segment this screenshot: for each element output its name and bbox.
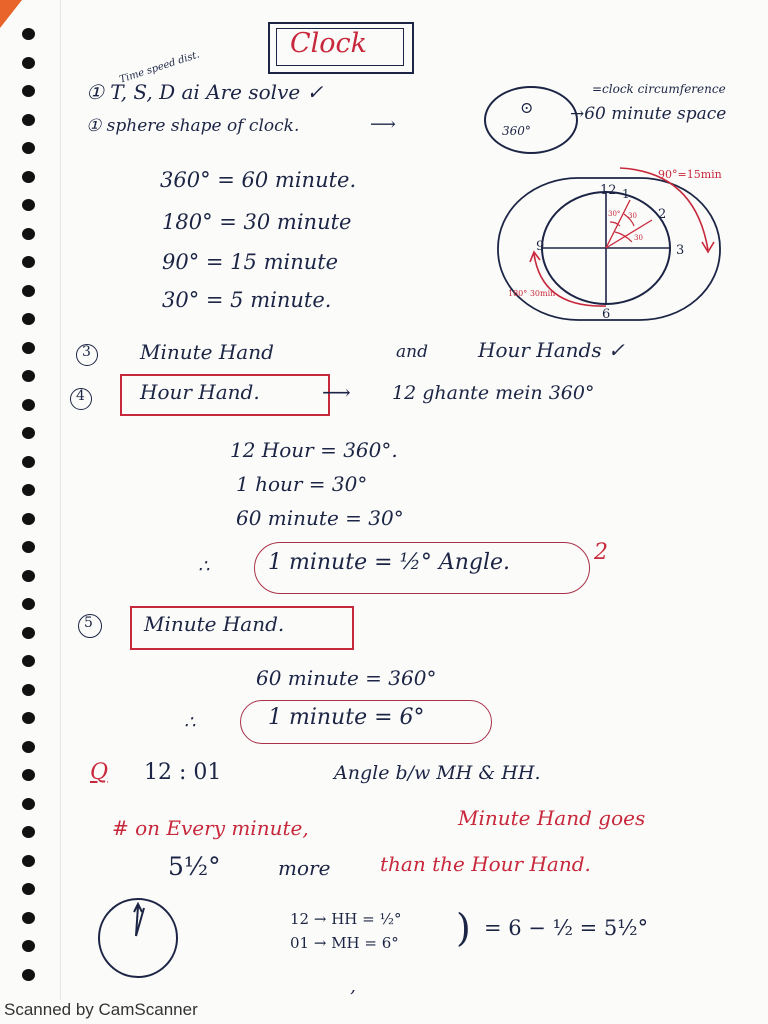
bottom-tick: ‚ [350, 976, 356, 997]
spiral-hole [22, 370, 35, 382]
clock-bottom-note: 180° 30min [508, 289, 556, 298]
spiral-hole [22, 313, 35, 325]
spiral-hole [22, 171, 35, 183]
note-line-2c: than the Hour Hand. [380, 852, 591, 876]
section3-text2: Hour Hands ✓ [478, 338, 625, 362]
note-line-1: # on Every minute, [112, 816, 309, 840]
margin-line [60, 0, 61, 1000]
spiral-hole [22, 769, 35, 781]
point1-small: Time speed dist. [118, 49, 201, 86]
spiral-hole [22, 598, 35, 610]
clock-angle-3: 30 [634, 234, 643, 242]
clock-angle-2: 30 [628, 212, 637, 220]
spiral-hole [22, 114, 35, 126]
spiral-hole [22, 513, 35, 525]
spiral-hole [22, 57, 35, 69]
spiral-hole [22, 570, 35, 582]
section4-margin-scribble: 2 [594, 540, 608, 565]
equivalence-4: 30° = 5 minute. [162, 288, 332, 312]
small-clock-hands [98, 898, 178, 978]
spiral-hole [22, 798, 35, 810]
section5-heading: Minute Hand. [144, 612, 285, 636]
circle-360-label: 360° [502, 124, 531, 138]
spiral-hole [22, 342, 35, 354]
section4-arrow-text: 12 ghante mein 360° [392, 382, 595, 404]
spiral-hole [22, 28, 35, 40]
clock-num-9: 9 [536, 239, 545, 254]
clock-angle-1: 30° [608, 210, 621, 218]
clock-num-12: 12 [600, 183, 617, 198]
calc-line-2: 01 → MH = 6° [290, 934, 399, 952]
spiral-hole [22, 199, 35, 211]
section4-number: 4 [76, 388, 85, 404]
spiral-hole [22, 484, 35, 496]
calc-line-1: 12 → HH = ½° [290, 910, 402, 928]
section4-line-3: 60 minute = 30° [236, 506, 404, 530]
circle-360 [484, 86, 578, 154]
clock-num-1: 1 [622, 187, 630, 201]
clock-num-3: 3 [676, 243, 685, 258]
clock-top-note: 90°=15min [658, 168, 722, 181]
spiral-hole [22, 712, 35, 724]
section4-line-1: 12 Hour = 360°. [230, 438, 398, 462]
section3-and: and [396, 342, 428, 362]
point2: ① sphere shape of clock. [86, 116, 300, 136]
spiral-hole [22, 627, 35, 639]
spiral-hole [22, 655, 35, 667]
orange-corner [0, 0, 22, 28]
section4-arrow: ⟶ [322, 380, 351, 404]
spiral-hole [22, 285, 35, 297]
page-title: Clock [290, 28, 368, 59]
calc-result: = 6 − ½ = 5½° [484, 916, 649, 940]
point1: ① T, S, D ai Are solve ✓ [86, 80, 324, 104]
spiral-hole [22, 399, 35, 411]
clock-num-6: 6 [602, 307, 611, 322]
clock-num-2: 2 [658, 207, 667, 222]
spiral-hole [22, 912, 35, 924]
spiral-hole [22, 969, 35, 981]
spiral-hole [22, 456, 35, 468]
spiral-hole [22, 541, 35, 553]
spiral-hole [22, 427, 35, 439]
spiral-hole [22, 826, 35, 838]
note-line-2a: 5½° [168, 852, 221, 881]
spiral-hole [22, 256, 35, 268]
spiral-hole [22, 855, 35, 867]
section5-number: 5 [84, 615, 93, 631]
spiral-hole [22, 142, 35, 154]
scanner-footer: Scanned by CamScanner [4, 1000, 198, 1019]
question-label: Q [90, 760, 109, 785]
spiral-hole [22, 228, 35, 240]
question-text: Angle b/w MH & HH. [334, 762, 541, 784]
equivalence-2: 180° = 30 minute [162, 210, 352, 234]
note-line-2b: more [278, 856, 331, 880]
section4-line-2: 1 hour = 30° [236, 472, 368, 496]
section5-therefore: ∴ [184, 712, 196, 733]
equivalence-3: 90° = 15 minute [162, 250, 339, 274]
spiral-hole [22, 741, 35, 753]
section4-boxed: 1 minute = ½° Angle. [268, 550, 511, 575]
circumference-note-1: =clock circumference [592, 82, 726, 96]
point2-arrow: ⟶ [370, 114, 396, 135]
spiral-hole [22, 684, 35, 696]
section4-heading: Hour Hand. [140, 380, 260, 404]
section4-therefore: ∴ [198, 556, 210, 577]
section3-number: 3 [82, 344, 91, 360]
section5-boxed: 1 minute = 6° [268, 705, 425, 730]
spiral-holes [18, 28, 40, 998]
calc-brace: ) [456, 906, 471, 950]
spiral-hole [22, 85, 35, 97]
section5-line: 60 minute = 360° [256, 666, 437, 690]
circumference-note-2: →60 minute space [570, 104, 727, 124]
equivalence-1: 360° = 60 minute. [160, 168, 357, 192]
clock-diagram [490, 160, 740, 330]
note-line-1b: Minute Hand goes [458, 806, 646, 830]
circle-center-dot: ⊙ [520, 98, 534, 117]
question-time: 12 : 01 [144, 760, 222, 785]
section3-text: Minute Hand [140, 340, 274, 364]
spiral-hole [22, 940, 35, 952]
spiral-hole [22, 883, 35, 895]
